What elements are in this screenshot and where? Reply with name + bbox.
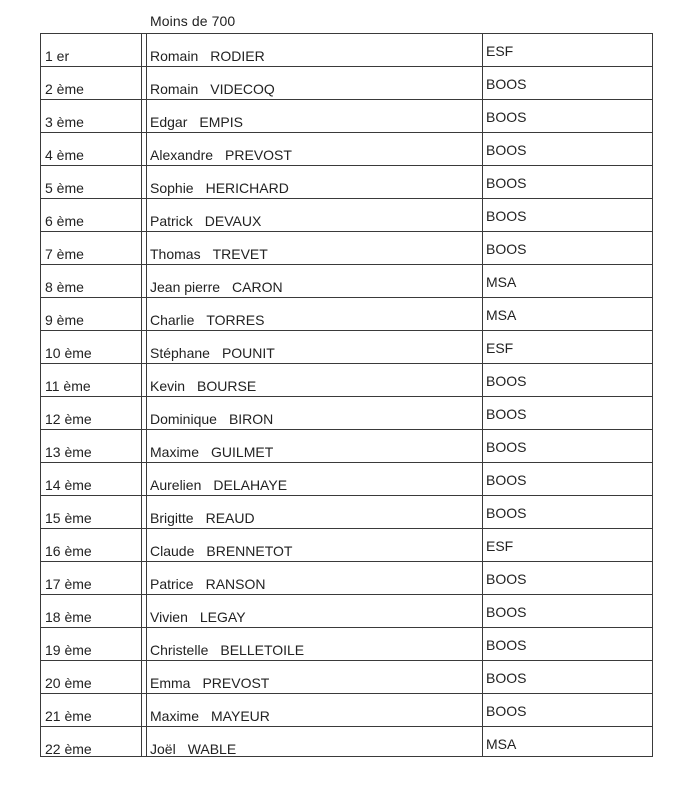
table-row <box>41 397 652 430</box>
name-cell <box>150 741 236 760</box>
first-name: Stéphane <box>150 345 210 361</box>
last-name: REAUD <box>205 510 255 526</box>
table-row <box>41 430 652 463</box>
last-name: LEGAY <box>199 609 246 625</box>
first-name: Patrick <box>150 213 193 229</box>
name-cell <box>150 543 292 561</box>
name-cell <box>150 609 246 627</box>
rank-cell: 3 ème <box>45 114 84 130</box>
rank-cell: 4 ème <box>45 147 84 163</box>
rank-cell: 17 ème <box>45 576 92 592</box>
first-name: Joël <box>150 741 176 757</box>
last-name: POUNIT <box>221 345 275 361</box>
name-cell <box>150 642 304 660</box>
first-name: Edgar <box>150 114 188 130</box>
table-row <box>41 694 652 727</box>
table-row <box>41 331 652 364</box>
rank-cell: 9 ème <box>45 312 84 328</box>
club-cell: BOOS <box>486 373 527 389</box>
last-name: CARON <box>232 279 283 295</box>
rank-cell: 5 ème <box>45 180 84 196</box>
club-cell: BOOS <box>486 241 527 257</box>
first-name: Maxime <box>150 444 200 460</box>
last-name: BELLETOILE <box>220 642 305 658</box>
name-cell <box>150 81 275 99</box>
club-cell: BOOS <box>486 703 527 719</box>
last-name: RANSON <box>205 576 266 592</box>
table-row <box>41 496 652 529</box>
name-cell <box>150 180 289 198</box>
rank-cell: 21 ème <box>45 708 92 724</box>
rank-cell: 20 ème <box>45 675 92 691</box>
last-name: TREVET <box>212 246 268 262</box>
last-name: WABLE <box>187 741 237 757</box>
page-title: Moins de 700 <box>150 13 236 29</box>
rank-cell: 2 ème <box>45 81 84 97</box>
name-cell <box>150 708 270 726</box>
club-cell: BOOS <box>486 76 527 92</box>
last-name: BIRON <box>228 411 274 427</box>
table-row <box>41 298 652 331</box>
name-cell <box>150 378 256 396</box>
table-row <box>41 562 652 595</box>
club-cell: ESF <box>486 340 514 356</box>
name-cell <box>150 114 243 132</box>
name-cell <box>150 279 283 297</box>
rank-cell: 10 ème <box>45 345 92 361</box>
table-row <box>41 661 652 694</box>
club-cell: BOOS <box>486 604 527 620</box>
last-name: PREVOST <box>225 147 292 163</box>
first-name: Maxime <box>150 708 200 724</box>
last-name: HERICHARD <box>205 180 289 196</box>
first-name: Patrice <box>150 576 194 592</box>
name-cell <box>150 246 268 264</box>
last-name: GUILMET <box>211 444 274 460</box>
table-row <box>41 265 652 298</box>
rank-cell: 11 ème <box>45 378 91 394</box>
first-name: Claude <box>150 543 195 559</box>
rank-cell: 15 ème <box>45 510 92 526</box>
rank-cell: 13 ème <box>45 444 92 460</box>
first-name: Brigitte <box>150 510 194 526</box>
rank-cell: 7 ème <box>45 246 84 262</box>
first-name: Romain <box>150 81 199 97</box>
rank-cell: 1 er <box>45 48 70 64</box>
last-name: TORRES <box>206 312 265 328</box>
club-cell: ESF <box>486 43 514 59</box>
club-cell: ESF <box>486 538 514 554</box>
club-cell: MSA <box>486 307 517 323</box>
name-cell <box>150 675 269 693</box>
first-name: Christelle <box>150 642 209 658</box>
table-row <box>41 100 652 133</box>
club-cell: MSA <box>486 274 517 290</box>
first-name: Jean pierre <box>150 279 221 295</box>
club-cell: BOOS <box>486 175 527 191</box>
last-name: EMPIS <box>199 114 243 130</box>
first-name: Emma <box>150 675 191 691</box>
club-cell: BOOS <box>486 109 527 125</box>
name-cell <box>150 477 287 495</box>
club-cell: BOOS <box>486 505 527 521</box>
name-cell <box>150 345 275 363</box>
table-row <box>41 199 652 232</box>
name-cell <box>150 312 264 330</box>
last-name: VIDECOQ <box>210 81 275 97</box>
table-row <box>41 67 652 100</box>
table-row <box>41 232 652 265</box>
club-cell: BOOS <box>486 571 527 587</box>
last-name: RODIER <box>210 48 265 64</box>
rank-cell: 18 ème <box>45 609 92 625</box>
rank-cell: 16 ème <box>45 543 92 559</box>
first-name: Aurelien <box>150 477 202 493</box>
first-name: Charlie <box>150 312 195 328</box>
rank-cell: 12 ème <box>45 411 92 427</box>
table-row <box>41 463 652 496</box>
first-name: Romain <box>150 48 199 64</box>
table-row <box>41 595 652 628</box>
first-name: Sophie <box>150 180 194 196</box>
rank-cell: 22 ème <box>45 741 92 757</box>
rank-cell: 6 ème <box>45 213 84 229</box>
last-name: DEVAUX <box>204 213 262 229</box>
name-cell <box>150 576 265 594</box>
first-name: Kevin <box>150 378 186 394</box>
club-cell: BOOS <box>486 670 527 686</box>
table-row <box>41 364 652 397</box>
last-name: BOURSE <box>197 378 257 394</box>
rank-cell: 8 ème <box>45 279 84 295</box>
club-cell: BOOS <box>486 472 527 488</box>
table-row <box>41 628 652 661</box>
table-row <box>41 34 652 67</box>
name-cell <box>150 444 273 462</box>
club-cell: BOOS <box>486 637 527 653</box>
name-cell <box>150 213 261 231</box>
table-row <box>41 166 652 199</box>
table-row <box>41 133 652 166</box>
rank-cell: 19 ème <box>45 642 92 658</box>
last-name: MAYEUR <box>211 708 270 724</box>
club-cell: BOOS <box>486 439 527 455</box>
last-name: BRENNETOT <box>206 543 293 559</box>
table-row <box>41 529 652 562</box>
rank-cell: 14 ème <box>45 477 92 493</box>
club-cell: BOOS <box>486 142 527 158</box>
first-name: Alexandre <box>150 147 214 163</box>
name-cell <box>150 510 255 528</box>
club-cell: BOOS <box>486 208 527 224</box>
name-cell <box>150 147 292 165</box>
first-name: Dominique <box>150 411 217 427</box>
club-cell: BOOS <box>486 406 527 422</box>
name-cell <box>150 48 265 66</box>
first-name: Thomas <box>150 246 201 262</box>
club-cell: MSA <box>486 736 517 752</box>
last-name: DELAHAYE <box>213 477 288 493</box>
last-name: PREVOST <box>202 675 270 691</box>
first-name: Vivien <box>150 609 188 625</box>
name-cell <box>150 411 273 429</box>
table-row <box>41 727 652 760</box>
results-table <box>40 33 653 757</box>
